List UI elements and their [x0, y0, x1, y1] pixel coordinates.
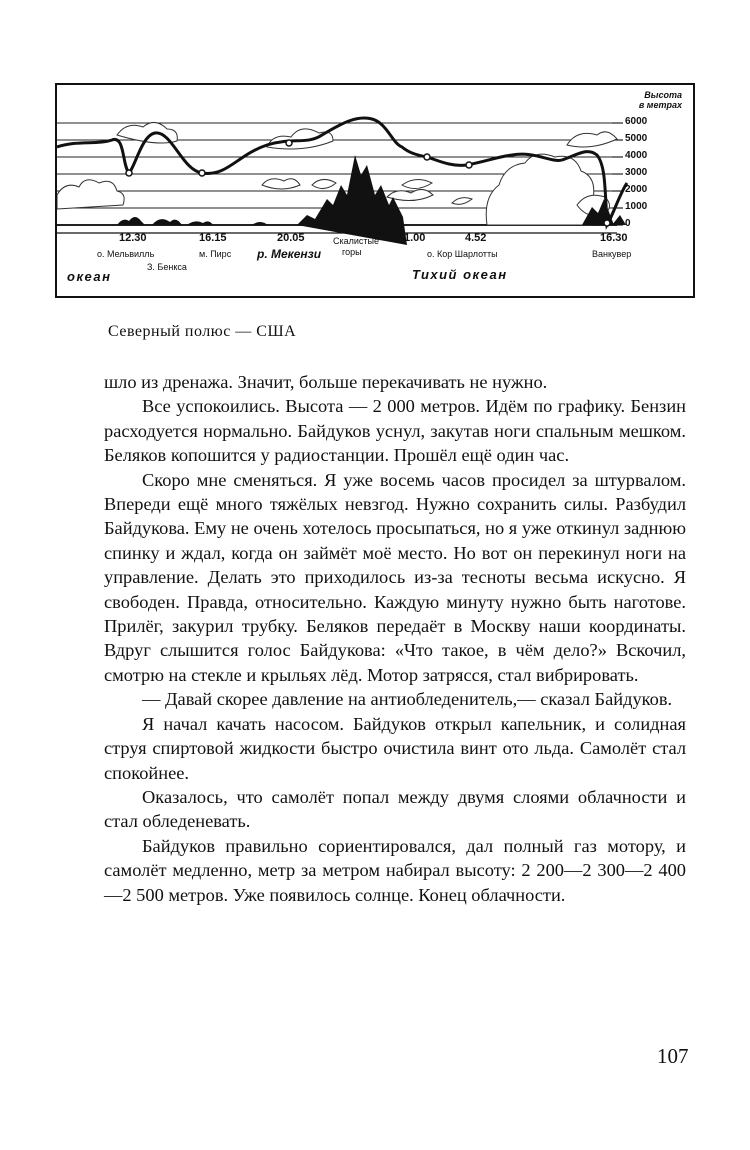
time-label: 16.30 — [600, 232, 628, 244]
scale-1000: 1000 — [625, 201, 648, 212]
scale-2000: 2000 — [625, 184, 648, 195]
place-label-rocky: Скалистые — [333, 236, 380, 246]
paragraph: Скоро мне сменяться. Я уже восемь часов просидел за штурвалом. Впереди ещё много тяжёлых невзгод. Нужно сохранить силы. Разбудил Байдукова. Ему не очень хотелось просыпаться, но я уже откинул заднюю спинку и ждал, когда он займёт моё место. Но вот он перекинул ноги на управление. Делать это приходилось из-за тесноты весьма искусно. Я свободен. Правда, относительно. Каждую минуту нужно быть наготове. Прилёг, закурил трубку. Беляков передаёт в Москву наши координаты. Вдруг слышится голос Байдукова: «Что такое, в чём дело?» Вскочил, смотрю на стекле и крыльях лёд. Мотор затрясся, стал вибрировать. — [104, 469, 686, 685]
paragraph: Я начал качать насосом. Байдуков открыл капельник, и солидная струя спиртовой жидкости быстро очистила винт ото льда. Самолёт стал спокойнее. — [104, 713, 686, 783]
paragraph: — Давай скорее давление на антиобледенитель,— сказал Байдуков. — [142, 689, 673, 710]
time-label: 4.52 — [465, 232, 487, 244]
place-label-banks: З. Бенкса — [147, 262, 187, 272]
page-number: 107 — [657, 1044, 689, 1068]
flight-profile-figure — [55, 83, 695, 298]
place-label-mackenzie: р. Мекензи — [257, 247, 322, 261]
scale-4000: 4000 — [625, 150, 648, 161]
body-text — [104, 370, 686, 907]
figure-caption: Северный полюс — США — [108, 323, 297, 340]
place-label-charlotte: о. Кор Шарлотты — [427, 249, 498, 259]
place-label-rocky-2: горы — [342, 247, 362, 257]
paragraph: шло из дренажа. Значит, больше перекачивать не нужно. — [104, 372, 548, 392]
place-label-vancouver: Ванкувер — [592, 249, 632, 259]
legend-title — [622, 90, 682, 110]
legend-title-line-1: Высота — [644, 90, 682, 100]
ocean-label-left: океан — [67, 269, 112, 284]
place-label-melville: о. Мельвилль — [97, 249, 155, 259]
paragraph: Все успокоились. Высота — 2 000 метров. Идём по графику. Бензин расходуется нормально. Байдуков уснул, закутав ноги спальным мешком. Беляков копошится у радиостанции. Прошёл ещё один час. — [104, 396, 686, 466]
time-label: 16.15 — [199, 232, 227, 244]
place-label-pierce: м. Пирс — [199, 249, 232, 259]
scale-6000: 6000 — [625, 116, 648, 127]
scale-3000: 3000 — [625, 167, 648, 178]
time-label: 20.05 — [277, 232, 305, 244]
time-label: 1.00 — [404, 232, 426, 244]
paragraph: Байдуков правильно сориентировался, дал полный газ мотору, и самолёт медленно, метр за метром набирал высоту: 2 200—2 300—2 400—2 500 метров. Уже появилось солнце. Конец облачности. — [104, 835, 686, 905]
scale-0: 0 — [625, 218, 631, 229]
paragraph: Оказалось, что самолёт попал между двумя слоями облачности и стал обледеневать. — [104, 786, 686, 832]
scale-5000: 5000 — [625, 133, 648, 144]
ocean-label-pacific: Тихий океан — [412, 267, 508, 282]
legend-title-line-2: в метрах — [638, 100, 682, 110]
time-label: 12.30 — [119, 232, 147, 244]
